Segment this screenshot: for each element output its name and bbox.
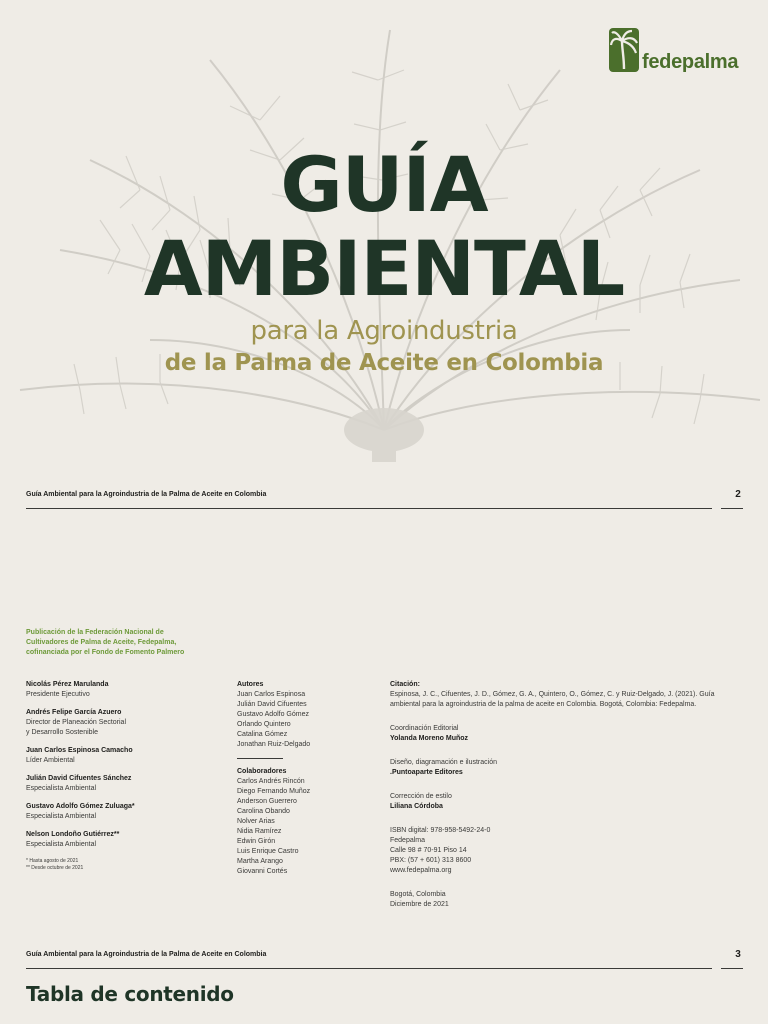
author-name: Julián David Cifuentes [237, 701, 307, 708]
collaborator-name: Nolver Arias [237, 818, 275, 825]
footnotes: * Hasta agosto de 2021 ** Desde octubre de 2021 [26, 858, 84, 871]
collaborator-name: Giovanni Cortés [237, 868, 288, 875]
credit-editorial: Coordinación Editorial Yolanda Moreno Muñoz [390, 725, 469, 742]
page-number-rule [721, 968, 743, 969]
cover-subtitle-line2: de la Palma de Aceite en Colombia [164, 350, 604, 376]
section-divider [237, 758, 283, 759]
staff-column [26, 680, 226, 872]
staff-entry: Julián David Cifuentes Sánchez Especialista Ambiental [26, 775, 132, 792]
publisher-info: ISBN digital: 978-958-5492-24-0 Fedepalma Calle 98 # 70-91 Piso 14 PBX: (57 + 601) 313 8600 www.fedepalma.org [390, 827, 491, 874]
page-number-rule [721, 508, 743, 509]
authors-column [237, 680, 377, 877]
cover-page [0, 0, 768, 462]
logo-wordmark: fedepalma [642, 51, 739, 73]
page-number: 3 [735, 949, 741, 960]
collaborator-name: Diego Fernando Muñoz [237, 788, 311, 795]
author-name: Catalina Gómez [237, 731, 288, 738]
collaborators-heading: Colaboradores [237, 768, 287, 775]
collaborator-name: Carolina Obando [237, 808, 290, 815]
cover-subtitle-line1: para la Agroindustria [250, 316, 518, 346]
header-rule [26, 968, 712, 969]
toc-title: Tabla de contenido [26, 982, 234, 1006]
staff-entry: Nelson Londoño Gutiérrez** Especialista Ambiental [26, 831, 120, 848]
collaborator-name: Nidia Ramírez [237, 828, 282, 835]
cover-title-line1: GUÍA [280, 140, 488, 229]
header-rule [26, 508, 712, 509]
author-name: Orlando Quintero [237, 721, 291, 728]
staff-entry: Gustavo Adolfo Gómez Zuluaga* Especialista Ambiental [26, 803, 135, 820]
staff-entry: Juan Carlos Espinosa Camacho Líder Ambiental [26, 747, 133, 764]
place-date: Bogotá, Colombia Diciembre de 2021 [390, 891, 449, 908]
collaborator-name: Carlos Andrés Rincón [237, 778, 305, 785]
staff-entry: Nicolás Pérez Marulanda Presidente Ejecutivo [26, 681, 109, 698]
cover-title-line2: AMBIENTAL [143, 224, 625, 313]
fedepalma-logo [608, 27, 748, 75]
publication-note: Publicación de la Federación Nacional de Cultivadores de Palma de Aceite, Fedepalma, cofinanciada por el Fondo de Fomento Palmero [26, 629, 185, 656]
citation-column [390, 680, 740, 910]
citation-heading: Citación: [390, 681, 420, 688]
collaborator-name: Martha Arango [237, 858, 283, 865]
authors-heading: Autores [237, 681, 264, 688]
author-name: Jonathan Ruiz-Delgado [237, 741, 311, 748]
credit-proofreading: Corrección de estilo Liliana Córdoba [390, 793, 452, 810]
collaborator-name: Anderson Guerrero [237, 798, 297, 805]
running-title: Guía Ambiental para la Agroindustria de la Palma de Aceite en Colombia [26, 951, 267, 958]
author-name: Juan Carlos Espinosa [237, 691, 306, 698]
author-name: Gustavo Adolfo Gómez [237, 711, 309, 718]
credit-design: Diseño, diagramación e ilustración .Puntoaparte Editores [390, 759, 497, 776]
collaborator-name: Edwin Girón [237, 838, 276, 845]
running-title: Guía Ambiental para la Agroindustria de la Palma de Aceite en Colombia [26, 491, 267, 498]
staff-entry: Andrés Felipe García Azuero Director de Planeación Sectorial y Desarrollo Sostenible [26, 709, 126, 736]
collaborator-name: Luis Enrique Castro [237, 848, 299, 855]
citation-text: Espinosa, J. C., Cifuentes, J. D., Gómez, G. A., Quintero, O., Gómez, C. y Ruiz-Delgado, J. (2021). Guía ambiental para la agroindustria de la palma de aceite en Colombia. Bogotá, Colombia: Fedepalma. [390, 691, 715, 708]
page-number: 2 [735, 489, 741, 500]
